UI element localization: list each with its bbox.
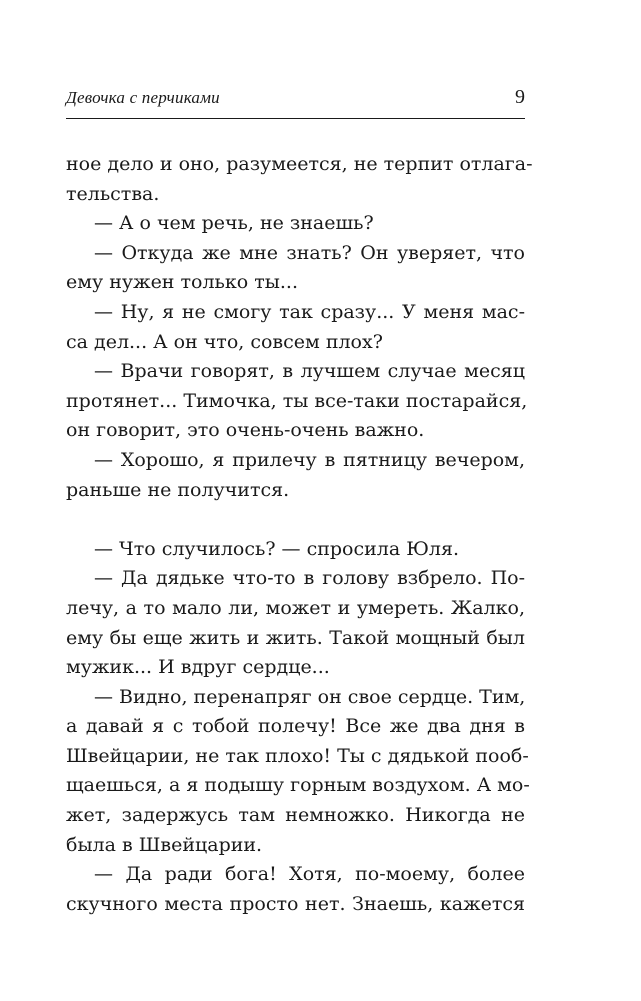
text-line: ему нужен только ты...: [66, 271, 298, 294]
text-line: — Врачи говорят, в лучшем случае месяц: [94, 360, 525, 383]
text-line: щаешься, а я подышу горным воздухом. А мо-: [66, 774, 530, 797]
text-line: — Видно, перенапряг он свое сердце. Тим,: [94, 685, 526, 708]
running-head: [66, 86, 525, 114]
text-line: ное дело и оно, разумеется, не терпит отлага-: [66, 153, 533, 175]
text-line: мужик... И вдруг сердце...: [66, 656, 330, 679]
text-line: — Ну, я не смогу так сразу... У меня мас-: [94, 300, 525, 323]
text-line: са дел... А он что, совсем плох?: [66, 330, 383, 353]
text-line: — Хорошо, я прилечу в пятницу вечером,: [94, 448, 525, 471]
section-break: [66, 505, 525, 535]
text-line: — Да дядьке что-то в голову взбрело. По-: [94, 567, 525, 590]
text-line: раньше не получится.: [66, 478, 290, 501]
text-line: скучного места просто нет. Знаешь, кажется: [66, 892, 525, 915]
text-line: а давай я с тобой полечу! Все же два дня в: [66, 715, 525, 738]
running-title: Девочка с перчиками: [66, 88, 220, 107]
text-line: — Да ради бога! Хотя, по-моему, более: [94, 863, 525, 886]
text-line: протянет... Тимочка, ты все-таки постарайся,: [66, 389, 528, 412]
text-line: он говорит, это очень-очень важно.: [66, 419, 425, 442]
header-rule: [66, 118, 525, 119]
text-line: — Откуда же мне знать? Он уверяет, что: [94, 241, 525, 264]
text-line: — А о чем речь, не знаешь?: [94, 212, 374, 235]
text-line: тельства.: [66, 182, 160, 205]
text-line: ему бы еще жить и жить. Такой мощный был: [66, 626, 525, 649]
text-line: жет, задержусь там немножко. Никогда не: [66, 804, 525, 827]
text-line: лечу, а то мало ли, может и умереть. Жалко,: [66, 596, 525, 619]
text-line: — Что случилось? — спросила Юля.: [94, 537, 460, 560]
text-line: была в Швейцарии.: [66, 833, 263, 856]
text-line: Швейцарии, не так плохо! Ты с дядькой пооб-: [66, 744, 529, 767]
page-number: 9: [515, 86, 525, 108]
body-text: [66, 150, 533, 919]
